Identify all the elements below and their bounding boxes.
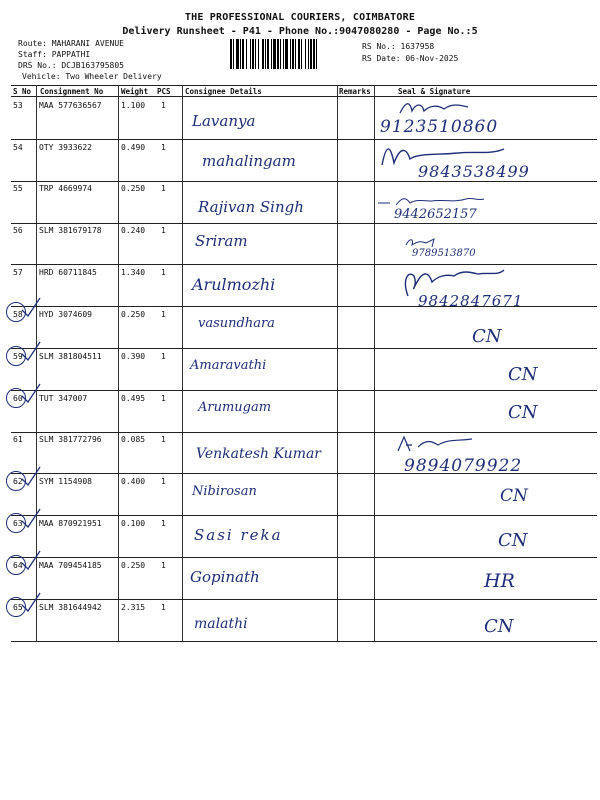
seal-signature: 9789513870 (412, 248, 476, 259)
rs-number: RS No.: 1637958 (362, 42, 435, 51)
consignee-handwriting: Arulmozhi (192, 275, 276, 294)
consignee-handwriting: Rajivan Singh (198, 198, 304, 216)
row-divider (11, 139, 597, 140)
checkmark-icon (20, 296, 42, 318)
seal-signature: CN (508, 364, 538, 385)
row-weight: 1.100 (121, 101, 146, 110)
seal-signature: CN (500, 486, 528, 506)
barcode-icon (230, 39, 358, 69)
seal-signature: 9123510860 (380, 117, 499, 137)
row-pcs: 1 (161, 477, 166, 486)
drs-label: DRS No.: DCJB163795805 (18, 61, 124, 70)
row-consignment: SLM 381772796 (39, 435, 102, 444)
checkmark-icon (20, 507, 42, 529)
row-sno: 59 (13, 352, 23, 361)
row-consignment: SYM 1154908 (39, 477, 92, 486)
row-pcs: 1 (161, 603, 166, 612)
row-weight: 0.250 (121, 310, 146, 319)
header-sno: S No (13, 87, 32, 96)
seal-signature: 9842847671 (418, 292, 524, 310)
row-divider (11, 515, 597, 516)
runsheet-subtitle: Delivery Runsheet - P41 - Phone No.:9047080280 - Page No.:5 (122, 26, 478, 37)
row-sno: 64 (13, 561, 23, 570)
row-pcs: 1 (161, 268, 166, 277)
header-consignment: Consignment No (40, 87, 104, 96)
vehicle-label: Vehicle: Two Wheeler Delivery (22, 72, 162, 81)
row-pcs: 1 (161, 435, 166, 444)
row-pcs: 1 (161, 352, 166, 361)
row-sno: 53 (13, 101, 23, 110)
table-bottom-border (11, 641, 597, 642)
rs-date: RS Date: 06-Nov-2025 (362, 54, 459, 63)
row-consignment: HYD 3074609 (39, 310, 92, 319)
row-sno: 60 (13, 394, 23, 403)
checkmark-icon (20, 591, 42, 613)
row-weight: 0.250 (121, 184, 146, 193)
row-sno: 58 (13, 310, 23, 319)
consignee-handwriting: mahalingam (202, 152, 296, 170)
row-pcs: 1 (161, 310, 166, 319)
row-consignment: TUT 347007 (39, 394, 88, 403)
row-divider (11, 181, 597, 182)
row-pcs: 1 (161, 394, 166, 403)
row-sno: 61 (13, 435, 23, 444)
row-divider (11, 264, 597, 265)
consignee-handwriting: Sasi reka (194, 526, 283, 544)
checkmark-icon (20, 549, 42, 571)
signature-scribble-icon (398, 99, 470, 119)
header-pcs: PCS (157, 87, 171, 96)
row-consignment: TRP 4669974 (39, 184, 92, 193)
row-weight: 0.240 (121, 226, 146, 235)
header-remarks: Remarks (339, 87, 371, 96)
table-top-border (11, 85, 597, 86)
seal-signature: 9894079922 (404, 456, 523, 476)
signature-scribble-icon (376, 193, 486, 209)
row-divider (11, 432, 597, 433)
row-weight: 0.490 (121, 143, 146, 152)
row-divider (11, 223, 597, 224)
row-consignment: MAA 709454185 (39, 561, 102, 570)
seal-signature: CN (484, 616, 514, 637)
consignee-handwriting: malathi (194, 616, 248, 632)
row-weight: 0.100 (121, 519, 146, 528)
row-pcs: 1 (161, 519, 166, 528)
signature-scribble-icon (398, 266, 508, 300)
seal-signature: CN (472, 326, 502, 347)
checkmark-icon (20, 465, 42, 487)
consignee-handwriting: Sriram (195, 232, 248, 250)
row-sno: 56 (13, 226, 23, 235)
seal-signature: CN (508, 402, 538, 423)
header-consignee: Consignee Details (185, 87, 262, 96)
staff-label: Staff: PAPPATHI (18, 50, 91, 59)
row-pcs: 1 (161, 101, 166, 110)
row-consignment: MAA 870921951 (39, 519, 102, 528)
row-consignment: SLM 381644942 (39, 603, 102, 612)
consignee-handwriting: Venkatesh Kumar (196, 446, 322, 462)
signature-scribble-icon (404, 235, 444, 249)
table-header-border (11, 96, 597, 97)
row-weight: 0.400 (121, 477, 146, 486)
checkmark-icon (20, 340, 42, 362)
row-pcs: 1 (161, 184, 166, 193)
row-divider (11, 557, 597, 558)
header-seal: Seal & Signature (398, 87, 471, 96)
row-sno: 62 (13, 477, 23, 486)
consignee-handwriting: vasundhara (198, 316, 275, 331)
header-weight: Weight (121, 87, 149, 96)
row-consignment: HRD 60711845 (39, 268, 97, 277)
row-consignment: SLM 381679178 (39, 226, 102, 235)
row-divider (11, 348, 597, 349)
row-sno: 65 (13, 603, 23, 612)
consignee-handwriting: Lavanya (192, 112, 256, 130)
seal-signature: CN (498, 530, 528, 551)
consignee-handwriting: Nibirosan (192, 484, 257, 499)
row-pcs: 1 (161, 143, 166, 152)
company-title: THE PROFESSIONAL COURIERS, COIMBATORE (184, 12, 416, 23)
row-weight: 0.495 (121, 394, 146, 403)
checkmark-icon (20, 382, 42, 404)
consignee-handwriting: Gopinath (190, 568, 260, 586)
row-weight: 0.085 (121, 435, 146, 444)
row-sno: 55 (13, 184, 23, 193)
seal-signature: 9843538499 (418, 162, 530, 181)
row-pcs: 1 (161, 226, 166, 235)
consignee-handwriting: Amaravathi (190, 358, 267, 373)
row-consignment: SLM 381804511 (39, 352, 102, 361)
consignee-handwriting: Arumugam (198, 400, 272, 415)
row-weight: 0.390 (121, 352, 146, 361)
row-pcs: 1 (161, 561, 166, 570)
route-label: Route: MAHARANI AVENUE (18, 39, 124, 48)
signature-scribble-icon (378, 141, 508, 167)
row-weight: 1.340 (121, 268, 146, 277)
seal-signature: HR (484, 570, 515, 592)
row-consignment: MAA 577636567 (39, 101, 102, 110)
row-sno: 57 (13, 268, 23, 277)
signature-scribble-icon (396, 433, 476, 453)
row-divider (11, 390, 597, 391)
row-consignment: OTY 3933622 (39, 143, 92, 152)
row-sno: 63 (13, 519, 23, 528)
row-divider (11, 599, 597, 600)
row-sno: 54 (13, 143, 23, 152)
row-weight: 0.250 (121, 561, 146, 570)
row-weight: 2.315 (121, 603, 146, 612)
seal-signature: 9442652157 (394, 207, 477, 222)
